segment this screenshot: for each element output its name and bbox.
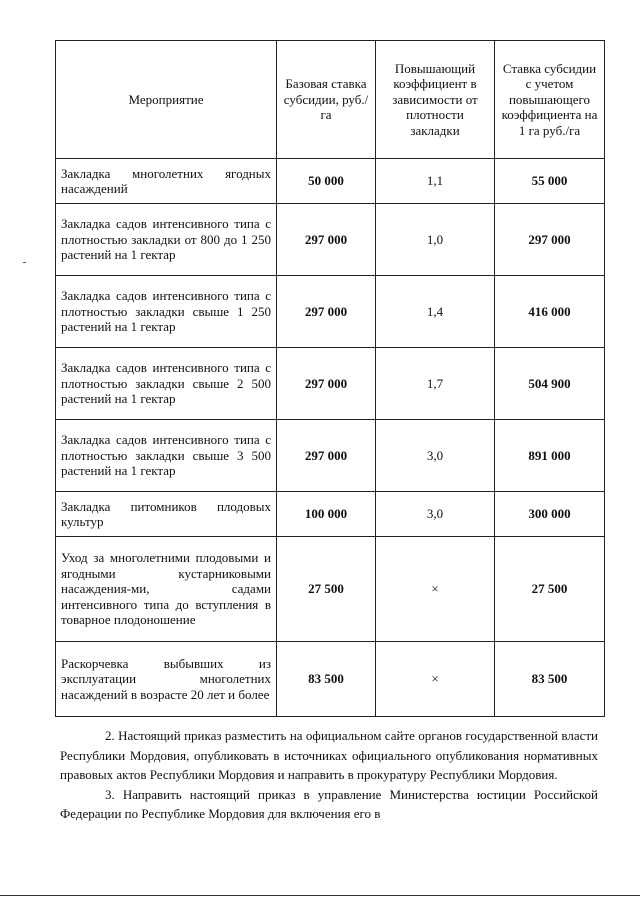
cell-event: Закладка садов интенсивного типа с плотностью закладки свыше 3 500 растений на 1 гектар (56, 420, 277, 492)
header-final-rate: Ставка субсидии с учетом повышающего коэффициента на 1 га руб./га (495, 41, 605, 159)
body-text (60, 726, 598, 824)
cell-final-rate: 300 000 (495, 492, 605, 537)
header-event: Мероприятие (56, 41, 277, 159)
cell-event: Закладка многолетних ягодных насаждений (56, 159, 277, 204)
table-row (56, 537, 605, 642)
cell-coefficient: 1,0 (376, 204, 495, 276)
cell-final-rate: 27 500 (495, 537, 605, 642)
paragraph-2: 2. Настоящий приказ разместить на официальном сайте органов государственной власти Республики Мордовия, опубликовать в источниках официального опубликования нормативных правовых актов Республики Мордовия и направить в прокуратуру Республики Мордовия. (60, 728, 598, 782)
paragraph-3: 3. Направить настоящий приказ в управление Министерства юстиции Российской Федерации по Республике Мордовия для включения его в (60, 786, 598, 821)
cell-base-rate: 297 000 (277, 420, 376, 492)
cell-final-rate: 297 000 (495, 204, 605, 276)
cell-base-rate: 83 500 (277, 642, 376, 717)
cell-final-rate: 83 500 (495, 642, 605, 717)
cell-event: Закладка питомников плодовых культур (56, 492, 277, 537)
cell-event: Уход за многолетними плодовыми и ягодными кустарниковыми насаждения-ми, садами интенсивного типа до вступления в товарное плодоношение (56, 537, 277, 642)
cell-final-rate: 55 000 (495, 159, 605, 204)
table-row (56, 276, 605, 348)
table-header-row (56, 41, 605, 159)
cell-base-rate: 100 000 (277, 492, 376, 537)
table-row (56, 159, 605, 204)
cell-coefficient: 3,0 (376, 420, 495, 492)
cell-base-rate: 297 000 (277, 204, 376, 276)
header-base-rate: Базовая ставка субсидии, руб./га (277, 41, 376, 159)
footer-rule (0, 895, 640, 896)
table-row (56, 204, 605, 276)
cell-coefficient: × (376, 537, 495, 642)
cell-base-rate: 297 000 (277, 276, 376, 348)
cell-event: Раскорчевка выбывших из эксплуатации многолетних насаждений в возрасте 20 лет и более (56, 642, 277, 717)
cell-base-rate: 50 000 (277, 159, 376, 204)
cell-coefficient: 1,4 (376, 276, 495, 348)
cell-coefficient: × (376, 642, 495, 717)
cell-final-rate: 416 000 (495, 276, 605, 348)
table-row (56, 642, 605, 717)
table-row (56, 492, 605, 537)
cell-base-rate: 27 500 (277, 537, 376, 642)
cell-base-rate: 297 000 (277, 348, 376, 420)
cell-event: Закладка садов интенсивного типа с плотностью закладки свыше 1 250 растений на 1 гектар (56, 276, 277, 348)
cell-final-rate: 891 000 (495, 420, 605, 492)
subsidy-rates-table (55, 40, 605, 717)
margin-mark (23, 262, 26, 263)
cell-event: Закладка садов интенсивного типа с плотностью закладки от 800 до 1 250 растений на 1 гектар (56, 204, 277, 276)
cell-coefficient: 3,0 (376, 492, 495, 537)
cell-final-rate: 504 900 (495, 348, 605, 420)
cell-event: Закладка садов интенсивного типа с плотностью закладки свыше 2 500 растений на 1 гектар (56, 348, 277, 420)
table-row (56, 348, 605, 420)
cell-coefficient: 1,7 (376, 348, 495, 420)
table-row (56, 420, 605, 492)
cell-coefficient: 1,1 (376, 159, 495, 204)
header-coefficient: Повышающий коэффициент в зависимости от плотности закладки (376, 41, 495, 159)
